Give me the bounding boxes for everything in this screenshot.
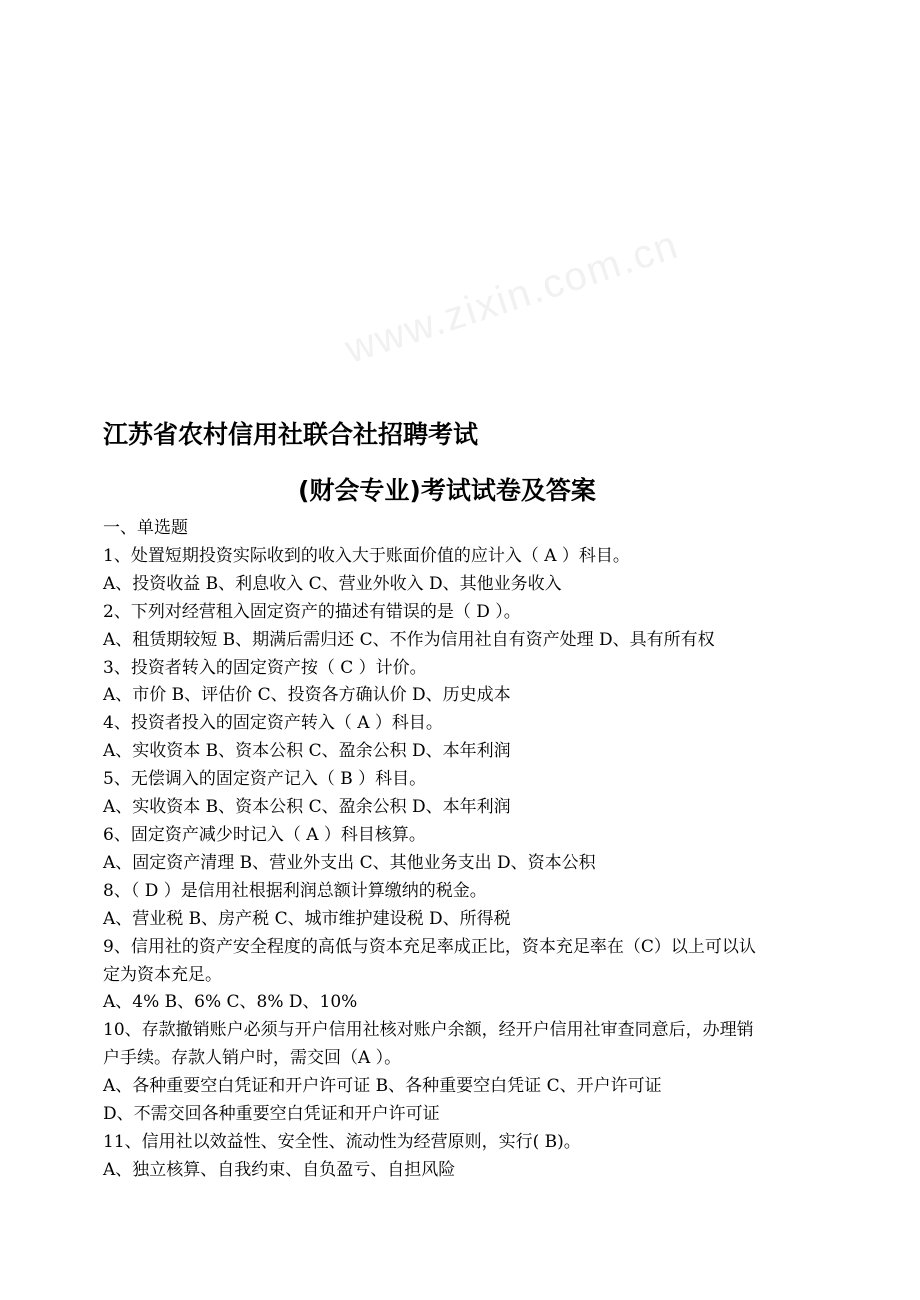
question-8: 8、（ D ）是信用社根据利润总额计算缴纳的税金。 [103,880,487,901]
question-11: 11、信用社以效益性、安全性、流动性为经营原则，实行( B)。 [103,1131,581,1152]
question-8-options: A、营业税 B、房产税 C、城市维护建设税 D、所得税 [103,908,511,929]
question-10-options-2: D、不需交回各种重要空白凭证和开户许可证 [103,1104,440,1125]
section-heading: 一、单选题 [103,518,188,538]
question-3-options: A、市价 B、评估价 C、投资各方确认价 D、历史成本 [103,685,511,706]
document-body [103,515,843,1185]
watermark: www.zixin.com.cn [340,222,685,372]
document-title: 江苏省农村信用社联合社招聘考试 [103,420,479,449]
question-10-options-1: A、各种重要空白凭证和开户许可证 B、各种重要空白凭证 C、开户许可证 [103,1076,662,1097]
question-9-line-2: 定为资本充足。 [103,964,222,985]
question-1-options: A、投资收益 B、利息收入 C、营业外收入 D、其他业务收入 [103,573,562,594]
question-1: 1、处置短期投资实际收到的收入大于账面价值的应计入（ A ）科目。 [103,545,630,566]
question-9-line-1: 9、信用社的资产安全程度的高低与资本充足率成正比，资本充足率在（C）以上可以认 [103,936,756,957]
document-subtitle: (财会专业)考试试卷及答案 [298,476,596,505]
question-5-options: A、实收资本 B、资本公积 C、盈余公积 D、本年利润 [103,797,511,818]
question-4-options: A、实收资本 B、资本公积 C、盈余公积 D、本年利润 [103,741,511,762]
question-10-line-2: 户手续。存款人销户时，需交回（A ）。 [103,1048,402,1069]
question-9-options: A、4% B、6% C、8% D、10% [103,992,358,1013]
question-2: 2、下列对经营租入固定资产的描述有错误的是（ D ）。 [103,601,521,622]
question-6-options: A、固定资产清理 B、营业外支出 C、其他业务支出 D、资本公积 [103,852,596,873]
question-6: 6、固定资产减少时记入（ A ）科目核算。 [103,824,426,845]
document-page [103,415,843,1185]
question-11-options: A、独立核算、自我约束、自负盈亏、自担风险 [103,1159,456,1180]
question-3: 3、投资者转入的固定资产按（ C ）计价。 [103,657,427,678]
question-lines [103,543,843,1185]
question-2-options: A、租赁期较短 B、期满后需归还 C、不作为信用社自有资产处理 D、具有所有权 [103,629,715,650]
question-4: 4、投资者投入的固定资产转入（ A ）科目。 [103,713,443,734]
question-5: 5、无偿调入的固定资产记入（ B ）科目。 [103,769,427,790]
question-10-line-1: 10、存款撤销账户必须与开户信用社核对账户余额，经开户信用社审查同意后，办理销 [103,1020,754,1041]
